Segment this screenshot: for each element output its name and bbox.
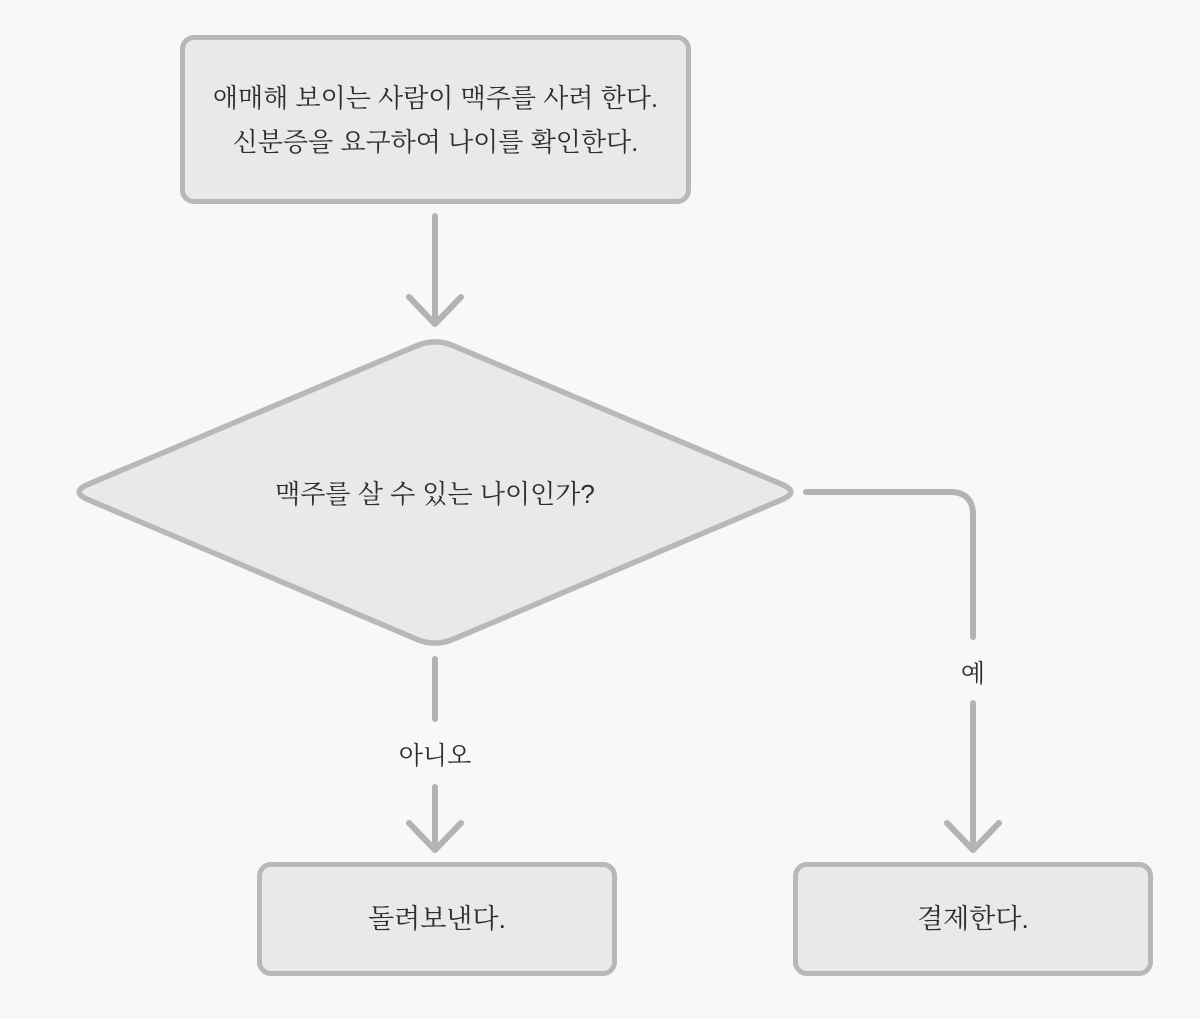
node-send-back: 돌려보낸다.	[257, 862, 617, 976]
node-start	[180, 35, 691, 204]
node-decision-label: 맥주를 살 수 있는 나이인가?	[275, 479, 595, 509]
edge-start-to-decision	[409, 216, 461, 324]
edge-decision-to-yes-elbow	[806, 492, 973, 637]
node-start-line2: 신분증을 요구하여 나이를 확인한다.	[232, 126, 639, 157]
edge-label-yes: 예	[960, 660, 986, 688]
edge-label-no: 아니오	[398, 742, 472, 770]
node-pay: 결제한다.	[793, 862, 1153, 976]
node-start-line1: 애매해 보이는 사람이 맥주를 사려 한다.	[212, 82, 659, 113]
